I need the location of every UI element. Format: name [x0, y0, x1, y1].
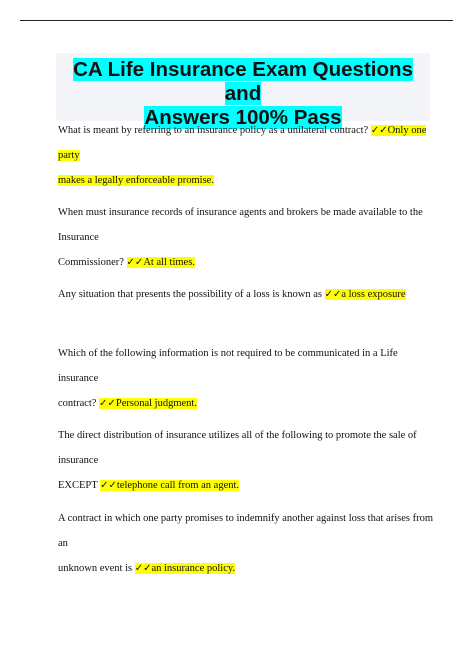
qa-item-5 — [58, 423, 438, 498]
qa-item-2 — [58, 200, 438, 275]
answer-highlight — [325, 289, 406, 300]
double-check-icon: ✓✓ — [134, 563, 152, 574]
question-text-cont: unknown event is — [58, 563, 135, 574]
question-text-cont: Commissioner? — [58, 257, 127, 268]
question-text: Any situation that presents the possibility of a loss is known as — [58, 289, 325, 300]
answer-text: a loss exposure — [341, 289, 406, 300]
qa-item-6 — [58, 506, 438, 581]
title-line-1: CA Life Insurance Exam Questions and — [73, 58, 413, 105]
answer-highlight — [127, 257, 195, 268]
question-text: Which of the following information is not required to be communicated in a Life insurance — [58, 348, 398, 384]
question-text: A contract in which one party promises to indemnify another against loss that arises from an — [58, 513, 433, 549]
question-text: When must insurance records of insurance agents and brokers be made available to the Insurance — [58, 207, 423, 243]
answer-text: telephone call from an agent. — [116, 480, 240, 491]
double-check-icon: ✓✓ — [99, 398, 116, 409]
qa-item-4 — [58, 341, 438, 416]
question-text: The direct distribution of insurance utilizes all of the following to promote the sale of insurance — [58, 430, 417, 466]
double-check-icon: ✓✓ — [126, 257, 144, 268]
qa-item-3 — [58, 282, 438, 307]
answer-text: an insurance policy. — [151, 563, 236, 574]
answer-highlight — [135, 563, 235, 574]
top-rule — [20, 20, 453, 21]
double-check-icon: ✓✓ — [370, 125, 388, 136]
answer-highlight — [100, 480, 239, 491]
question-text: What is meant by referring to an insurance policy as a unilateral contract? — [58, 125, 371, 136]
answer-highlight — [99, 398, 197, 409]
answer-text: Only one party — [58, 125, 427, 161]
answer-text: At all times. — [143, 257, 195, 268]
double-check-icon: ✓✓ — [100, 480, 117, 491]
double-check-icon: ✓✓ — [324, 289, 342, 300]
answer-text: Personal judgment. — [115, 398, 197, 409]
question-text-cont: EXCEPT — [58, 480, 101, 491]
title-line-2: Answers 100% Pass — [144, 106, 342, 129]
answer-text-cont: makes a legally enforceable promise. — [58, 175, 214, 186]
qa-item-1 — [58, 118, 438, 193]
question-text-cont: contract? — [58, 398, 100, 409]
